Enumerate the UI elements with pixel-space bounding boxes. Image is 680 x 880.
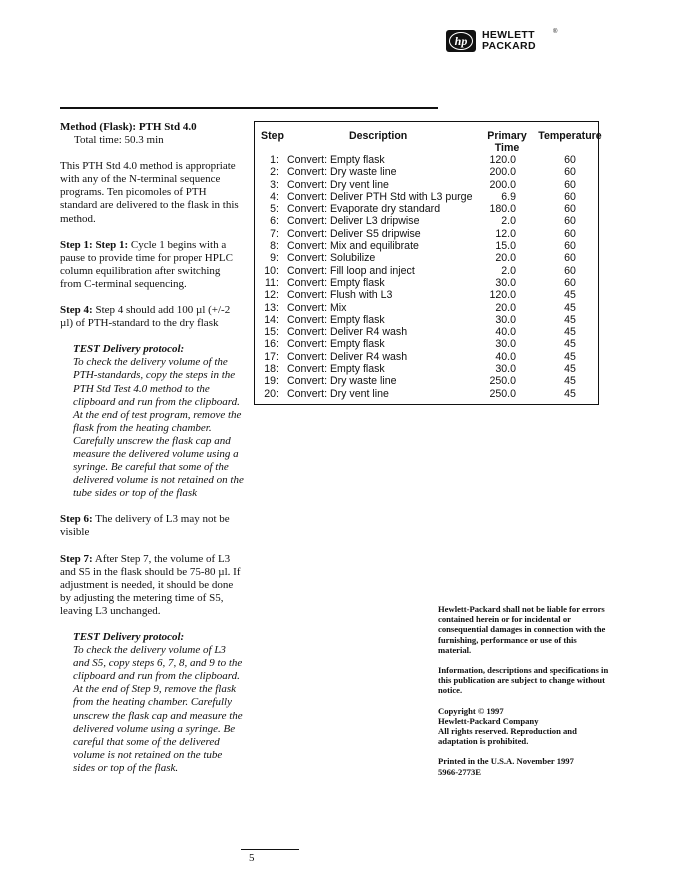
- primary-time-cell: 30.0: [495, 313, 516, 326]
- step7-label: Step 7:: [60, 552, 93, 565]
- copyright-block: [438, 706, 610, 747]
- step4-paragraph: [60, 304, 244, 330]
- primary-time-cell: 250.0: [489, 375, 516, 388]
- step7-text: After Step 7, the volume of L3 and S5 in the flask should be 75-80 µl. If adjustment is needed, it should be done by adjusting the metering time of S5, leaving L3 unchanged.: [60, 552, 241, 617]
- temperature-cell: 45: [564, 338, 576, 351]
- primary-time-cell: 30.0: [495, 338, 516, 351]
- temperature-cell: 60: [564, 240, 576, 253]
- test-protocol-1: [60, 343, 244, 500]
- step-description: Convert: Dry vent line: [287, 178, 389, 191]
- hp-logo-mark: [446, 30, 476, 52]
- table-row: [255, 277, 598, 289]
- method-intro: This PTH Std 4.0 method is appropriate with any of the N-terminal sequence programs. Ten picomoles of PTH standard are delivered to the flask in this method.: [60, 160, 239, 225]
- table-row: [255, 154, 598, 166]
- step-number: 1:: [270, 154, 279, 166]
- primary-time-cell: 120.0: [489, 154, 516, 166]
- temperature-cell: 45: [564, 375, 576, 388]
- step-number: 8:: [270, 240, 279, 253]
- protocol2-heading: TEST Delivery protocol:: [73, 631, 185, 643]
- primary-time-cell: 30.0: [495, 363, 516, 376]
- step-number: 7:: [270, 227, 279, 240]
- temperature-cell: 60: [564, 276, 576, 289]
- top-rule-divider: [60, 107, 438, 109]
- temperature-cell: 60: [564, 166, 576, 179]
- table-row: [255, 265, 598, 277]
- logo-line2: PACKARD: [482, 40, 536, 52]
- table-row: [255, 215, 598, 227]
- protocol2-text: To check the delivery volume of L3 and S5, copy steps 6, 7, 8, and 9 to the clipboard and run from the clipboard. At the end of Step 9, remove the flask from the heating chamber. Carefully unscrew the flask cap and measure the delivered volume using a syringe. Be careful that some of the delivered volume is not retained on the tube sides or top of the flask.: [73, 644, 243, 774]
- step-description: Convert: Flush with L3: [287, 289, 393, 302]
- step-description: Convert: Mix and equilibrate: [287, 240, 419, 253]
- copyright-line1: Copyright © 1997: [438, 705, 504, 716]
- info-note: Information, descriptions and specifications in this publication are subject to change without notice.: [438, 665, 609, 696]
- step-number: 11:: [265, 276, 279, 289]
- step-number: 4:: [270, 190, 279, 203]
- table-row: [255, 289, 598, 301]
- temperature-cell: 45: [564, 387, 576, 400]
- method-title: Method (Flask): PTH Std 4.0: [60, 121, 197, 133]
- primary-time-cell: 20.0: [495, 301, 516, 314]
- temperature-cell: 45: [564, 350, 576, 363]
- step1-paragraph: [60, 239, 244, 291]
- step-number: 13:: [264, 301, 279, 314]
- primary-time-cell: 6.9: [501, 190, 516, 203]
- primary-time-cell: 2.0: [501, 215, 516, 228]
- step-description: Convert: Deliver R4 wash: [287, 326, 408, 339]
- step-description: Convert: Evaporate dry standard: [287, 203, 441, 216]
- primary-time-cell: 20.0: [495, 252, 516, 265]
- step-number: 15:: [264, 326, 279, 339]
- table-row: [255, 252, 598, 264]
- temperature-cell: 60: [564, 264, 576, 277]
- table-row: [255, 351, 598, 363]
- step-number: 14:: [264, 313, 279, 326]
- step-number: 5:: [270, 203, 279, 216]
- header-step: Step: [261, 130, 284, 142]
- primary-time-cell: 120.0: [489, 289, 516, 302]
- step-number: 10:: [264, 264, 279, 277]
- printed-line: Printed in the U.S.A. November 1997: [438, 756, 574, 767]
- hp-logo: [446, 29, 558, 52]
- step-description: Convert: Mix: [287, 301, 347, 314]
- table-row: [255, 375, 598, 387]
- header-primary-time: Primary Time: [487, 130, 527, 154]
- step-number: 17:: [264, 350, 279, 363]
- step-number: 6:: [270, 215, 279, 228]
- primary-time-cell: 180.0: [489, 203, 516, 216]
- step1-text: Cycle 1 begins with a pause to provide time for proper HPLC column equilibration after switching from C-terminal sequencing.: [60, 238, 233, 290]
- print-block: [438, 756, 610, 776]
- step-description: Convert: Deliver S5 dripwise: [287, 227, 421, 240]
- temperature-cell: 60: [564, 154, 576, 166]
- primary-time-cell: 40.0: [495, 350, 516, 363]
- total-time: Total time: 50.3 min: [74, 134, 164, 147]
- temperature-cell: 45: [564, 301, 576, 314]
- temperature-cell: 60: [564, 178, 576, 191]
- table-body: [255, 154, 598, 400]
- steps-table: [254, 121, 602, 405]
- step-description: Convert: Dry waste line: [287, 375, 397, 388]
- step7-paragraph: [60, 553, 244, 618]
- header-description: Description: [349, 130, 408, 142]
- copyright-line2: Hewlett-Packard Company: [438, 715, 539, 726]
- step-number: 12:: [264, 289, 279, 302]
- header-temperature: Temperature: [538, 130, 602, 142]
- temperature-cell: 60: [564, 190, 576, 203]
- registered-mark: ®: [553, 29, 558, 35]
- table-row: [255, 166, 598, 178]
- step-number: 2:: [270, 166, 279, 179]
- step-description: Convert: Solubilize: [287, 252, 376, 265]
- primary-time-cell: 200.0: [489, 166, 516, 179]
- step1-label: Step 1: Step 1:: [60, 238, 129, 251]
- page-number-rule: [241, 849, 299, 850]
- table-row: [255, 191, 598, 203]
- temperature-cell: 45: [564, 313, 576, 326]
- temperature-cell: 60: [564, 252, 576, 265]
- temperature-cell: 45: [564, 363, 576, 376]
- step6-label: Step 6:: [60, 513, 93, 526]
- step-description: Convert: Empty flask: [287, 154, 385, 166]
- logo-line1: HEWLETT: [482, 29, 535, 41]
- step-number: 3:: [270, 178, 279, 191]
- temperature-cell: 60: [564, 203, 576, 216]
- table-row: [255, 179, 598, 191]
- step-description: Convert: Empty flask: [287, 338, 385, 351]
- step-description: Convert: Empty flask: [287, 276, 385, 289]
- step-description: Convert: Empty flask: [287, 363, 385, 376]
- step-number: 19:: [264, 375, 279, 388]
- table-row: [255, 302, 598, 314]
- legal-notes: [438, 604, 610, 787]
- step6-text: The delivery of L3 may not be visible: [60, 513, 230, 539]
- step4-text: Step 4 should add 100 µl (+/-2 µl) of PTH-standard to the dry flask: [60, 304, 231, 330]
- table-row: [255, 363, 598, 375]
- page-number: 5: [249, 852, 255, 864]
- table-row: [255, 388, 598, 400]
- protocol1-text: To check the delivery volume of the PTH-standards, copy the steps in the PTH Std Test 4.0 method to the clipboard and run from the clipboard. At the end of test program, remove the flask from the heating chamber. Carefully unscrew the flask cap and measure the delivered volume using a syringe. Be careful that some of the delivered volume is not retained on the tube sides or top of the flask: [73, 356, 244, 500]
- table-row: [255, 338, 598, 350]
- method-description: [60, 121, 244, 788]
- hp-logo-mark-text: hp: [449, 32, 473, 50]
- primary-time-cell: 250.0: [489, 387, 516, 400]
- table-row: [255, 314, 598, 326]
- protocol1-heading: TEST Delivery protocol:: [73, 343, 185, 356]
- step-description: Convert: Deliver R4 wash: [287, 350, 408, 363]
- part-number: 5966-2773E: [438, 766, 481, 777]
- step-description: Convert: Dry waste line: [287, 166, 397, 179]
- primary-time-cell: 30.0: [495, 276, 516, 289]
- step-number: 9:: [270, 252, 279, 265]
- step-description: Convert: Deliver PTH Std with L3 purge: [287, 190, 473, 203]
- step4-label: Step 4:: [60, 304, 93, 317]
- hp-logo-text: [482, 30, 536, 52]
- table-row: [255, 240, 598, 252]
- step6-paragraph: [60, 513, 244, 539]
- primary-time-cell: 2.0: [501, 264, 516, 277]
- step-description: Convert: Empty flask: [287, 313, 385, 326]
- table-row: [255, 326, 598, 338]
- temperature-cell: 60: [564, 215, 576, 228]
- step-description: Convert: Fill loop and inject: [287, 264, 415, 277]
- step-number: 18:: [264, 363, 279, 376]
- table-row: [255, 203, 598, 215]
- liability-note: Hewlett-Packard shall not be liable for errors contained herein or for incidental or consequential damages in connection with the furnishing, performance or use of this material.: [438, 604, 606, 655]
- test-protocol-2: [60, 631, 244, 775]
- step-description: Convert: Dry vent line: [287, 387, 389, 400]
- primary-time-cell: 15.0: [495, 240, 516, 253]
- temperature-cell: 45: [564, 289, 576, 302]
- table-row: [255, 228, 598, 240]
- primary-time-cell: 40.0: [495, 326, 516, 339]
- temperature-cell: 60: [564, 227, 576, 240]
- step-number: 16:: [264, 338, 279, 351]
- primary-time-cell: 200.0: [489, 178, 516, 191]
- temperature-cell: 45: [564, 326, 576, 339]
- copyright-line3: All rights reserved. Reproduction and adaptation is prohibited.: [438, 726, 577, 747]
- primary-time-cell: 12.0: [495, 227, 516, 240]
- step-number: 20:: [264, 387, 279, 400]
- step-description: Convert: Deliver L3 dripwise: [287, 215, 420, 228]
